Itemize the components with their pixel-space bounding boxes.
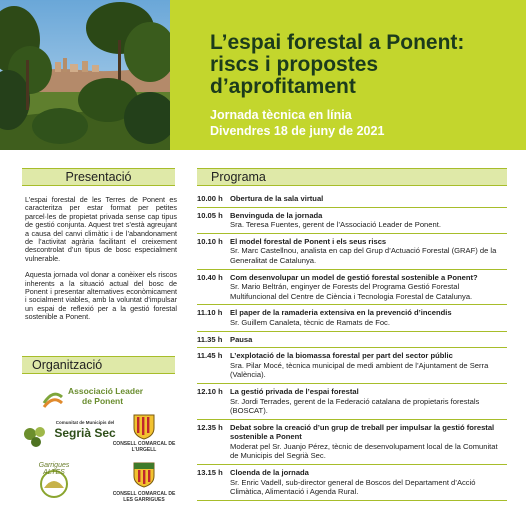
programa-time: 12.35 h bbox=[197, 422, 223, 432]
programa-title: Com desenvolupar un model de gestió forestal sostenible a Ponent? bbox=[230, 272, 478, 282]
programa-item bbox=[197, 234, 507, 270]
programa-heading-text: Programa bbox=[211, 170, 266, 184]
programa-speaker: Moderat pel Sr. Juanjo Pérez, tècnic de desenvolupament local de la Comunitat de Municipis del Segrià Sec. bbox=[230, 441, 498, 461]
presentacio-paragraph: L’espai forestal de les Terres de Ponent es caracteritza per estar format per petites parcel·les de propietat privada sense cap tipus de gestió conjunta. Aquest tret s’està agreujant a causa del canvi climàtic i de l’abandonament de l’activitat agrària facilitant el creixement descontrolat d’un tipus de bosc especialment vulnerable. bbox=[25, 195, 177, 263]
programa-time: 12.10 h bbox=[197, 386, 223, 396]
programa-title: L’explotació de la biomassa forestal per part del sector públic bbox=[230, 351, 453, 361]
programa-speaker: Sra. Teresa Fuentes, gerent de l’Associació Leader de Ponent. bbox=[230, 220, 441, 230]
urgell-label: CONSELL COMARCAL DE L’URGELL bbox=[112, 441, 176, 453]
programa-title: La gestió privada de l’espai forestal bbox=[230, 386, 359, 396]
programa-item bbox=[197, 332, 507, 349]
programa-time: 10.10 h bbox=[197, 236, 223, 246]
programa-time: 11.45 h bbox=[197, 351, 223, 361]
subtitle-line: Divendres 18 de juny de 2021 bbox=[210, 124, 385, 138]
programa-time: 10.00 h bbox=[197, 194, 223, 203]
urgell-logo bbox=[110, 414, 178, 456]
organitzacio-heading-text: Organització bbox=[32, 358, 103, 372]
leader-line2: de Ponent bbox=[82, 396, 124, 406]
programa-speaker: Sr. Jordi Terrades, gerent de la Federació catalana de propietaris forestals (BOSCAT). bbox=[230, 396, 480, 416]
programa-title: Pausa bbox=[230, 334, 253, 344]
programa-list bbox=[197, 191, 507, 501]
presentacio-heading bbox=[22, 168, 175, 186]
leader-ponent-icon bbox=[42, 387, 64, 409]
segria-big-text: Segrià Sec bbox=[54, 425, 116, 440]
programa-title: El model forestal de Ponent i els seus riscs bbox=[230, 236, 387, 246]
programa-time: 11.10 h bbox=[197, 308, 223, 318]
programa-speaker: Sr. Marc Castellnou, analista en cap del Grup d’Actuació Forestal (GRAF) de la Generalitat de Catalunya. bbox=[230, 246, 497, 265]
programa-time: 10.05 h bbox=[197, 210, 223, 220]
programa-item bbox=[197, 191, 507, 208]
garrigues-altes-logo bbox=[34, 460, 74, 500]
header-banner bbox=[0, 0, 526, 150]
leader-ponent-logo bbox=[42, 384, 172, 414]
programa-title: El paper de la ramaderia extensiva en la prevenció d’incendis bbox=[230, 308, 452, 318]
programa-speaker: Sra. Pilar Mocé, tècnica municipal de medi ambient de l’Ajuntament de Serra (València). bbox=[230, 360, 489, 380]
organitzacio-logos bbox=[20, 378, 180, 526]
page-title bbox=[210, 32, 520, 98]
programa-item bbox=[197, 384, 507, 420]
programa-item bbox=[197, 348, 507, 384]
programa-time: 11.35 h bbox=[197, 334, 223, 344]
programa-speaker: Sr. Enric Vadell, sub-director general de Boscos del Departament d’Acció Climàtica, Alimentació i Agenda Rural. bbox=[230, 477, 476, 497]
programa-speaker: Sr. Mario Beltrán, enginyer de Forests del Programa Gestió Forestal Multifuncional del Centre de Ciència i Tecnologia Forestal de Catalunya. bbox=[230, 282, 473, 301]
programa-speaker: Sr. Guillem Canaleta, tècnic de Ramats de Foc. bbox=[230, 317, 390, 327]
subtitle-line: Jornada tècnica en línia bbox=[210, 108, 352, 122]
urgell-shield-icon bbox=[133, 414, 155, 440]
programa-title: Cloenda de la jornada bbox=[230, 468, 309, 478]
programa-heading bbox=[197, 168, 507, 186]
presentacio-heading-text: Presentació bbox=[65, 170, 132, 184]
title-line: d’aprofitament bbox=[210, 75, 356, 98]
title-line: L’espai forestal a Ponent: bbox=[210, 31, 465, 54]
title-line: riscs i propostes bbox=[210, 53, 379, 76]
segria-olive-icon bbox=[22, 422, 48, 448]
programa-item bbox=[197, 270, 507, 306]
garrigues-script: Garrigues ALTES bbox=[38, 462, 70, 476]
segria-small-text: Comunitat de Municipis del bbox=[55, 420, 115, 425]
programa-item bbox=[197, 465, 507, 501]
programa-time: 10.40 h bbox=[197, 272, 223, 282]
programa-time: 13.15 h bbox=[197, 468, 223, 478]
garrigues-cc-logo bbox=[112, 462, 176, 514]
programa-item bbox=[197, 420, 507, 465]
programa-title: Debat sobre la creació d’un grup de treball per impulsar la gestió forestal sostenible a Ponent bbox=[230, 422, 495, 442]
organitzacio-heading bbox=[22, 356, 175, 374]
programa-title: Benvinguda de la jornada bbox=[230, 210, 323, 220]
garrigues-shield-icon bbox=[133, 462, 155, 488]
programa-item bbox=[197, 208, 507, 234]
presentacio-paragraph: Aquesta jornada vol donar a conèixer els riscos inherents a la situació actual del bosc de Ponent i presentar alternatives econòmicament i socialment viables, amb la voluntat d’impulsar un espai de reflexió per a la gestió forestal sostenible a Ponent. bbox=[25, 270, 177, 322]
programa-title: Obertura de la sala virtual bbox=[230, 194, 324, 203]
presentacio-text bbox=[25, 196, 177, 322]
segria-sec-logo bbox=[22, 418, 122, 452]
programa-item bbox=[197, 305, 507, 331]
leader-line1: Associació Leader bbox=[68, 386, 144, 396]
forest-landscape-photo bbox=[0, 0, 170, 150]
event-subtitle bbox=[210, 107, 384, 139]
garrigues-cc-label: CONSELL COMARCAL DE LES GARRIGUES bbox=[112, 491, 176, 503]
